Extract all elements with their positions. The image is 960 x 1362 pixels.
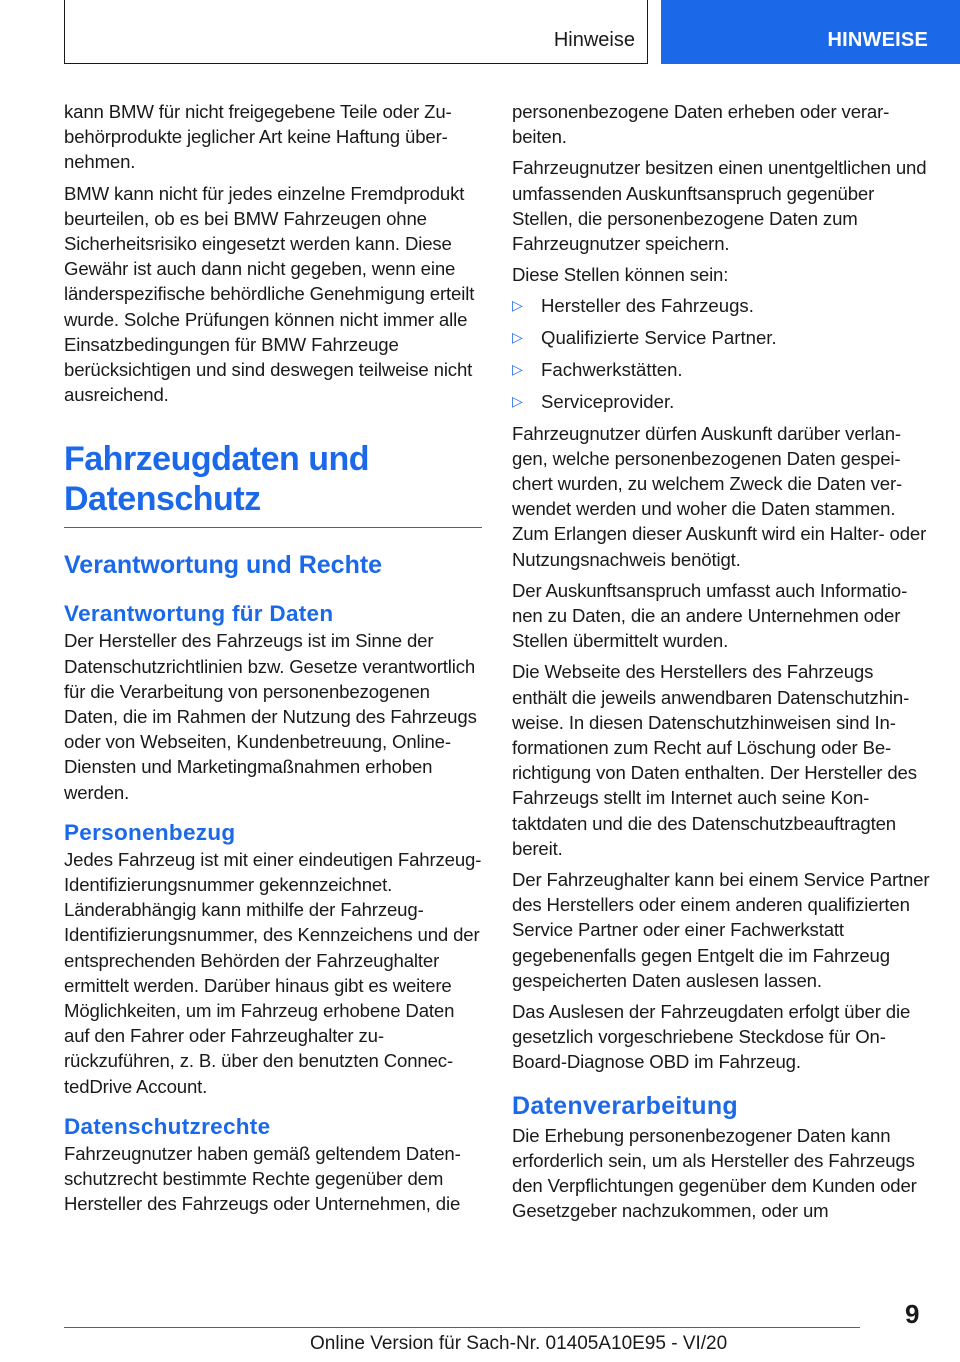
paragraph: Fahrzeugnutzer dürfen Auskunft darüber verlangen, welche personenbezogenen Daten gespeichert wurden, zu welchem Zweck die Daten verwendet werden und woher die Daten stammen. Zum Erlangen dieser Auskunft wird ein Halter- oder Nutzungsnachweis benötigt. bbox=[512, 422, 927, 570]
subsection-heading: Datenschutzrechte bbox=[64, 1113, 271, 1139]
paragraph: kann BMW für nicht freigegebene Teile oder Zubehörprodukte jeglicher Art keine Haftung übernehmen. bbox=[64, 101, 452, 173]
list-item: ▷ Hersteller des Fahrzeugs. bbox=[512, 293, 930, 318]
triangle-bullet-icon: ▷ bbox=[512, 392, 523, 409]
triangle-bullet-icon: ▷ bbox=[512, 361, 523, 378]
paragraph: Der Fahrzeughalter kann bei einem Service Partner des Herstellers oder einem anderen qualifizierten Service Partner oder einer Fachwerkstatt gegebenenfalls gegen Entgelt die im Fahrzeug gespeicherten Daten auslesen lassen. bbox=[512, 869, 930, 991]
triangle-bullet-icon: ▷ bbox=[512, 329, 523, 346]
chapter-heading bbox=[64, 439, 482, 519]
subsection-heading: Datenverarbeitung bbox=[512, 1091, 738, 1120]
list-item: ▷ Qualifizierte Service Partner. bbox=[512, 325, 930, 350]
heading-divider bbox=[64, 527, 482, 528]
chapter-heading-line: Datenschutz bbox=[64, 480, 261, 519]
right-column bbox=[512, 99, 930, 1230]
chapter-heading-line: Fahrzeugdaten und bbox=[64, 440, 370, 479]
footer-version-text: Online Version für Sach-Nr. 01405A10E95 - VI/20 bbox=[310, 1333, 728, 1354]
section-heading: Verantwortung und Rechte bbox=[64, 551, 383, 580]
subsection-heading: Personenbezug bbox=[64, 819, 236, 845]
section-title: Hinweise bbox=[553, 29, 635, 51]
paragraph: personenbezogene Daten erheben oder verarbeiten. bbox=[512, 101, 890, 148]
chapter-tab-label: HINWEISE bbox=[827, 29, 928, 51]
footer-divider bbox=[64, 1327, 860, 1328]
list-item: ▷ Serviceprovider. bbox=[512, 389, 930, 414]
left-column bbox=[64, 99, 482, 1223]
header-section-box bbox=[64, 0, 648, 64]
paragraph: Fahrzeugnutzer haben gemäß geltendem Datenschutzrecht bestimmte Rechte gegenüber dem Hersteller des Fahrzeugs oder Unternehmen, die bbox=[64, 1142, 461, 1215]
paragraph: Fahrzeugnutzer besitzen einen unentgeltlichen und umfassenden Auskunftsanspruch gegenüber Stellen, die personenbezogene Daten zum Fahrzeugnutzer speichern. bbox=[512, 157, 927, 255]
paragraph: Die Erhebung personenbezogener Daten kann erforderlich sein, um als Hersteller des Fahrzeugs den Verpflichtungen gegenüber dem Kunden oder Gesetzgeber nachzukommen, oder um bbox=[512, 1124, 917, 1222]
paragraph: Jedes Fahrzeug ist mit einer eindeutigen Fahrzeug-Identifizierungsnummer gekennzeichnet. Länderabhängig kann mithilfe der Fahrzeug-Identifizierungsnummer, des Kennzeichens und der entsprechenden Behörden der Fahrzeughalter ermittelt werden. Darüber hinaus gibt es weitere Möglichkeiten, um im Fahrzeug erhobene Daten auf den Fahrer oder Fahrzeughalter zurückzuführen, z. B. über den benutzten ConnectedDrive Account. bbox=[64, 848, 482, 1097]
bullet-list bbox=[512, 293, 930, 414]
paragraph: BMW kann nicht für jedes einzelne Fremdprodukt beurteilen, ob es bei BMW Fahrzeugen ohne Sicherheitsrisiko eingesetzt werden kann. Diese Gewähr ist auch dann nicht gegeben, wenn eine länderspezifische behördliche Genehmigung erteilt wurde. Solche Prüfungen können nicht immer alle Einsatzbedingungen für BMW Fahrzeuge berücksichtigen und sind deswegen teilweise nicht ausreichend. bbox=[64, 182, 475, 406]
list-item: ▷ Fachwerkstätten. bbox=[512, 357, 930, 382]
paragraph: Die Webseite des Herstellers des Fahrzeugs enthält die jeweils anwendbaren Datenschutzhinweise. In diesen Datenschutzhinweisen sind Informationen zum Recht auf Löschung oder Berichtigung von Daten enthalten. Der Hersteller des Fahrzeugs stellt im Internet auch seine Kontaktdaten und die des Datenschutzbeauftragten bereit. bbox=[512, 661, 917, 859]
paragraph: Der Hersteller des Fahrzeugs ist im Sinne der Datenschutzrichtlinien bzw. Gesetze verantwortlich für die Verarbeitung von personenbezogenen Daten, die im Rahmen der Nutzung des Fahrzeugs oder von Webseiten, Kundenbetreuung, Online-Diensten und Marketingmaßnahmen erhoben werden. bbox=[64, 630, 477, 803]
paragraph: Der Auskunftsanspruch umfasst auch Informationen zu Daten, die an andere Unternehmen oder Stellen übermittelt wurden. bbox=[512, 579, 908, 652]
paragraph: Das Auslesen der Fahrzeugdaten erfolgt über die gesetzlich vorgeschriebene Steckdose für On-Board-Diagnose OBD im Fahrzeug. bbox=[512, 1001, 911, 1073]
paragraph: Diese Stellen können sein: bbox=[512, 264, 729, 286]
subsection-heading: Verantwortung für Daten bbox=[64, 601, 334, 627]
page-number: 9 bbox=[905, 1299, 920, 1329]
triangle-bullet-icon: ▷ bbox=[512, 297, 523, 314]
header-tab bbox=[661, 0, 960, 64]
